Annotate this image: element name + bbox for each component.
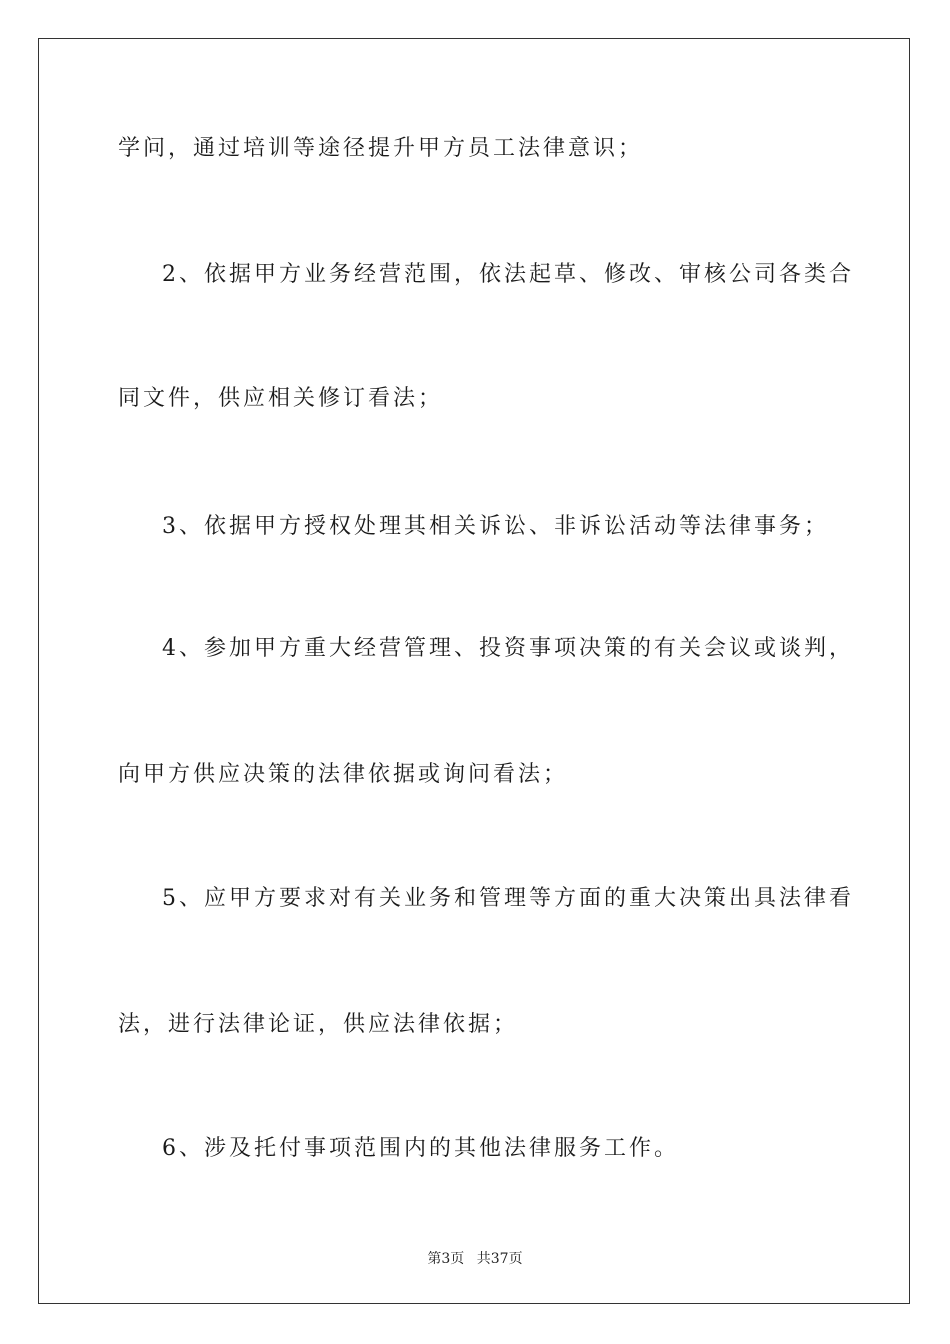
text-line-7: 5、应甲方要求对有关业务和管理等方面的重大决策出具法律看 <box>162 886 854 911</box>
page-border <box>38 38 910 1304</box>
text-line-5: 4、参加甲方重大经营管理、投资事项决策的有关会议或谈判， <box>162 636 854 661</box>
text-line-9: 6、涉及托付事项范围内的其他法律服务工作。 <box>162 1136 679 1161</box>
text-line-6: 向甲方供应决策的法律依据或询问看法； <box>118 762 569 787</box>
text-line-1: 学问，通过培训等途径提升甲方员工法律意识； <box>118 136 644 161</box>
current-page-number: 第3页 <box>427 1251 465 1267</box>
text-line-8: 法，进行法律论证，供应法律依据； <box>118 1012 519 1037</box>
text-line-3: 同文件，供应相关修订看法； <box>118 386 444 411</box>
text-line-4: 3、依据甲方授权处理其相关诉讼、非诉讼活动等法律事务； <box>162 514 829 539</box>
total-pages: 共37页 <box>476 1251 523 1267</box>
text-line-2: 2、依据甲方业务经营范围，依法起草、修改、审核公司各类合 <box>162 262 854 287</box>
page-footer <box>0 1248 950 1268</box>
